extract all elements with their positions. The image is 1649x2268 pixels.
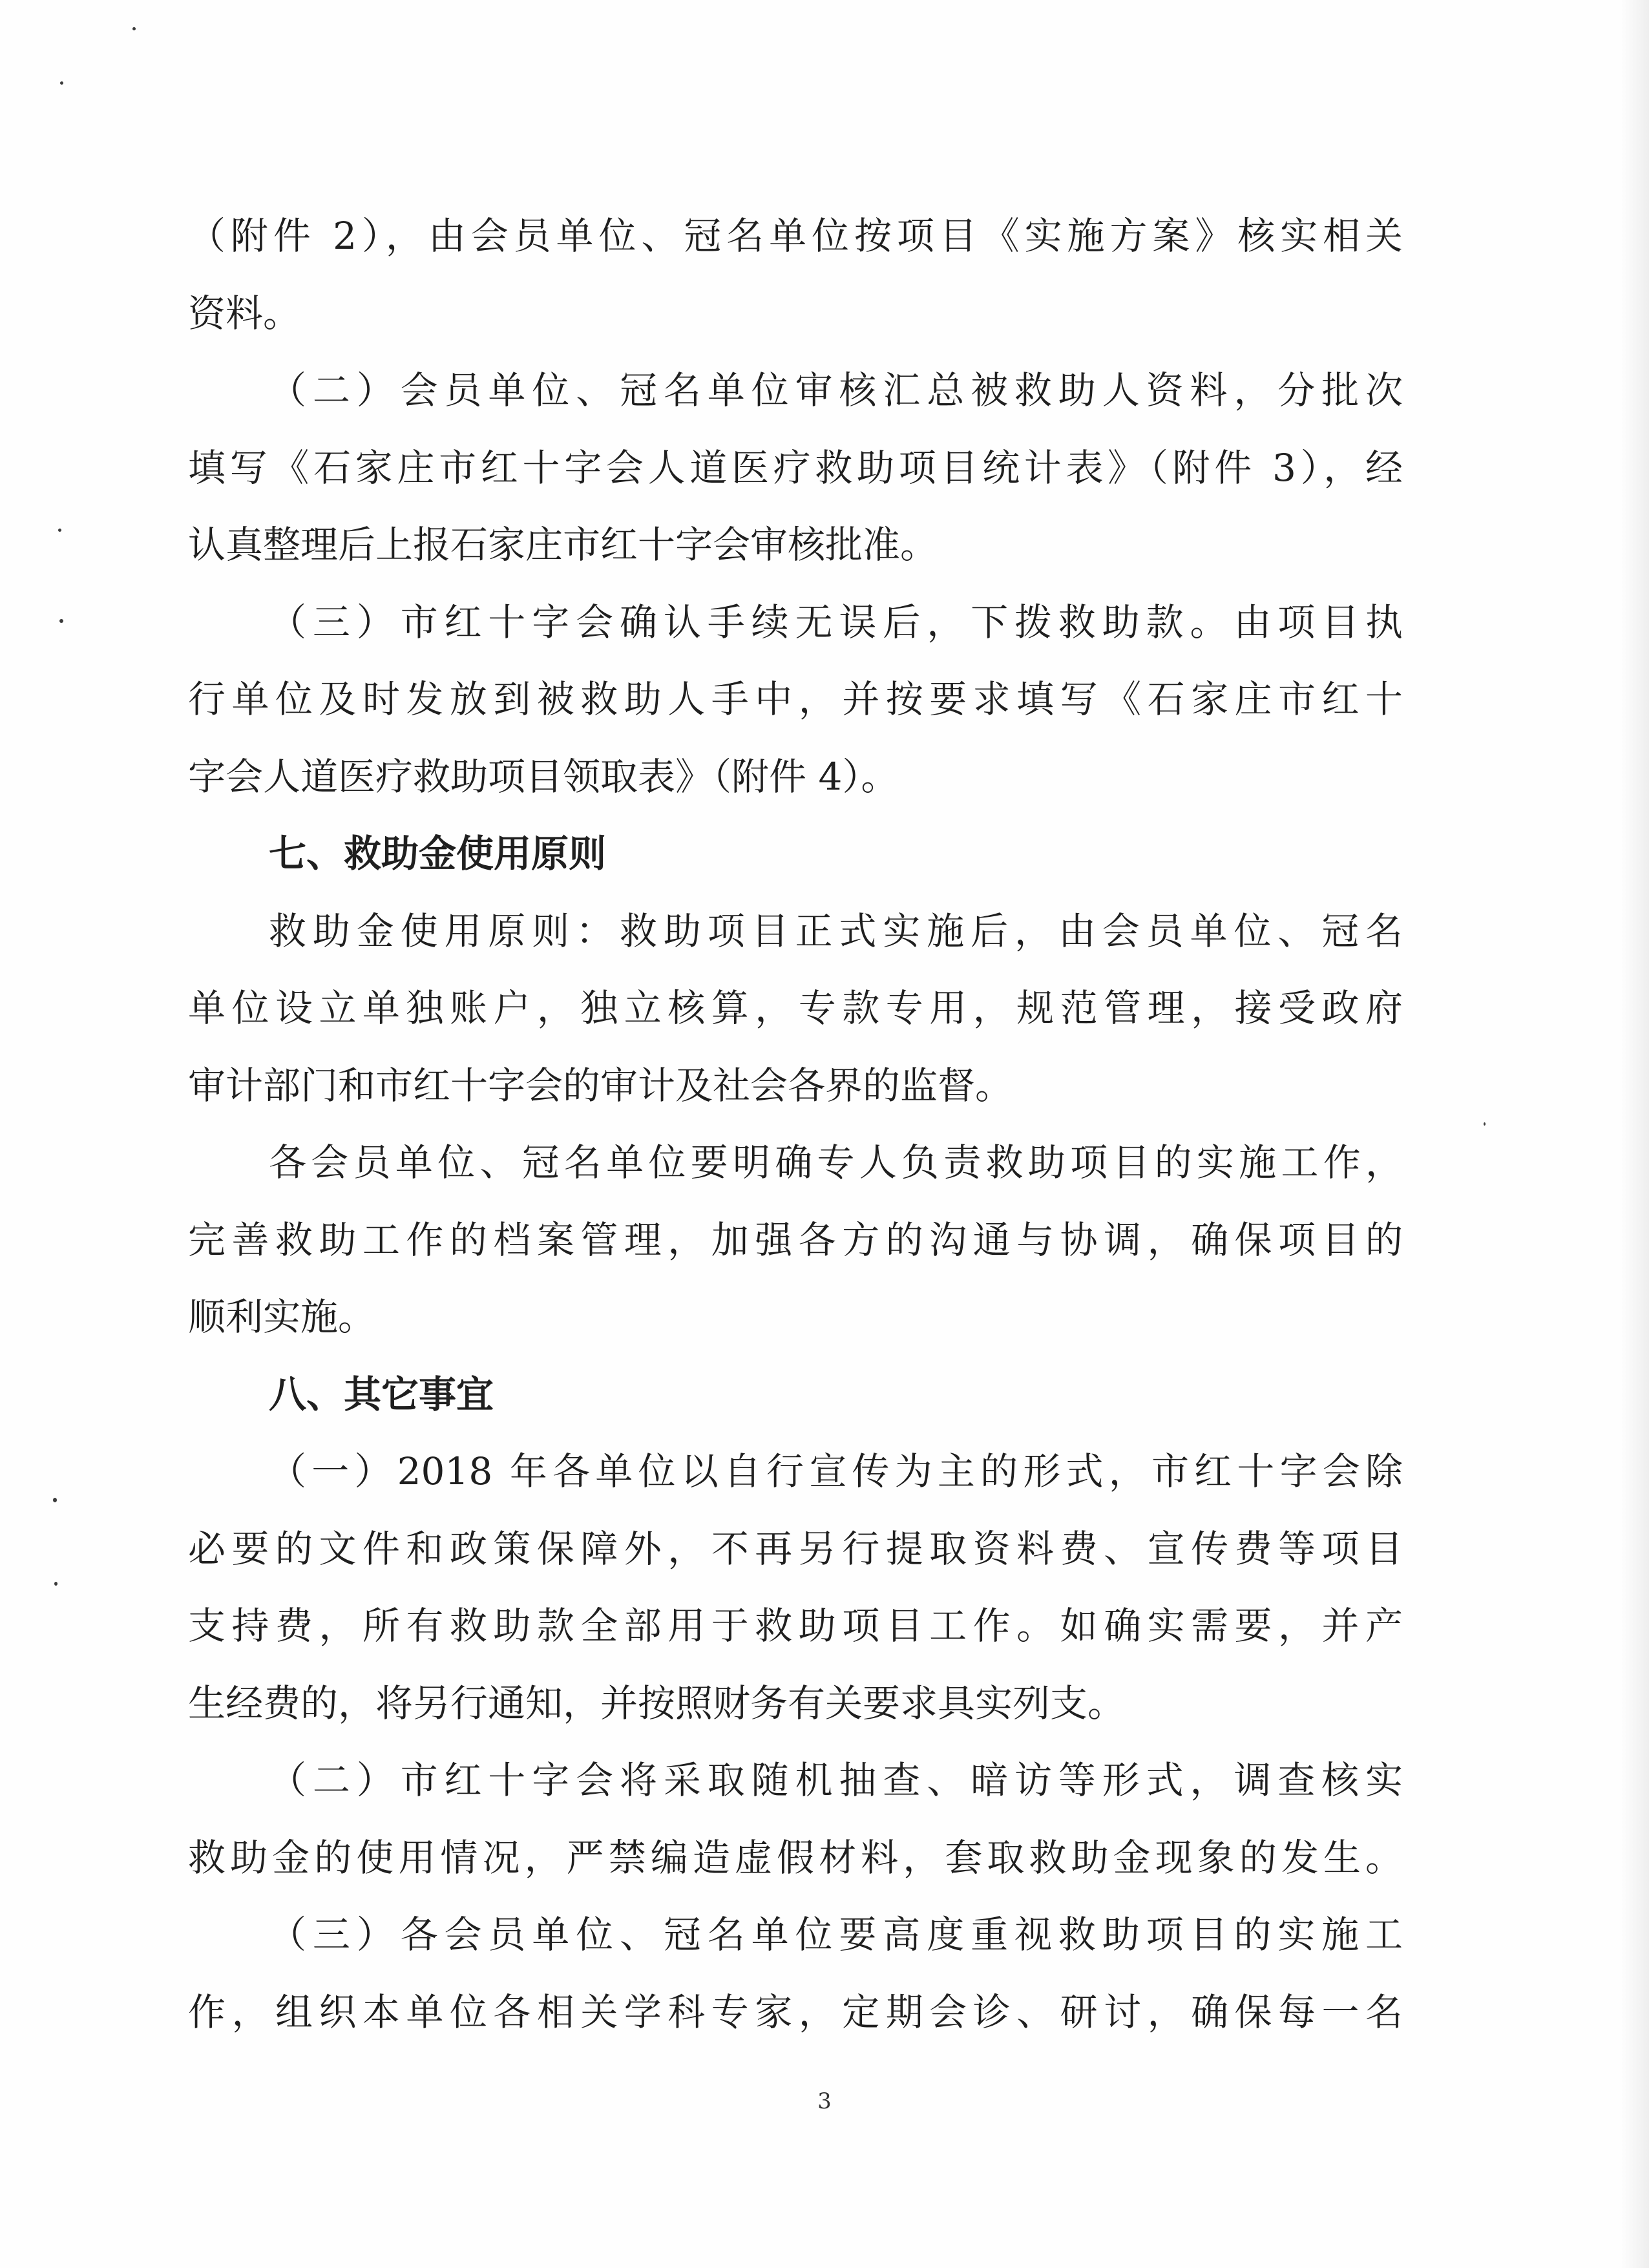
paragraph-line: 填写《石家庄市红十字会人道医疗救助项目统计表》（附件 3），经 xyxy=(188,445,1403,490)
scan-speck xyxy=(1484,1122,1486,1126)
scan-speck xyxy=(58,529,61,532)
paragraph-line: 认真整理后上报石家庄市红十字会审核批准。 xyxy=(188,523,938,567)
paragraph-line: 各会员单位、冠名单位要明确专人负责救助项目的实施工作， xyxy=(269,1140,1403,1184)
paragraph-line: 行单位及时发放到被救助人手中，并按要求填写《石家庄市红十 xyxy=(188,677,1403,721)
scan-speck xyxy=(59,619,63,623)
scan-edge-shadow xyxy=(1621,0,1649,2268)
paragraph-line: 必要的文件和政策保障外，不再另行提取资料费、宣传费等项目 xyxy=(188,1526,1403,1571)
page-number: 3 xyxy=(817,2088,832,2114)
section-heading: 八、其它事宜 xyxy=(269,1372,494,1416)
paragraph-line: 支持费，所有救助款全部用于救助项目工作。如确实需要，并产 xyxy=(188,1604,1403,1648)
paragraph-line: 审计部门和市红十字会的审计及社会各界的监督。 xyxy=(188,1063,1013,1108)
paragraph-line: 救助金的使用情况，严禁编造虚假材料，套取救助金现象的发生。 xyxy=(188,1835,1403,1880)
scan-speck xyxy=(53,1498,57,1502)
section-heading: 七、救助金使用原则 xyxy=(269,832,607,876)
paragraph-line: （二）市红十字会将采取随机抽查、暗访等形式，调查核实 xyxy=(269,1758,1403,1802)
paragraph-line: 完善救助工作的档案管理，加强各方的沟通与协调，确保项目的 xyxy=(188,1217,1403,1262)
paragraph-line: 作，组织本单位各相关学科专家，定期会诊、研讨，确保每一名 xyxy=(188,1990,1403,2034)
paragraph-line: （三）市红十字会确认手续无误后，下拨救助款。由项目执 xyxy=(269,600,1403,644)
scan-speck xyxy=(60,81,63,85)
paragraph-line: 单位设立单独账户，独立核算，专款专用，规范管理，接受政府 xyxy=(188,986,1403,1030)
paragraph-line: 生经费的，将另行通知，并按照财务有关要求具实列支。 xyxy=(188,1681,1126,1725)
scan-speck xyxy=(132,27,136,30)
paragraph-line: 资料。 xyxy=(188,291,301,335)
paragraph-line: （一）2018 年各单位以自行宣传为主的形式，市红十字会除 xyxy=(269,1449,1403,1493)
paragraph-line: 救助金使用原则：救助项目正式实施后，由会员单位、冠名 xyxy=(269,908,1403,953)
paragraph-line: 字会人道医疗救助项目领取表》（附件 4）。 xyxy=(188,754,899,799)
paragraph-line: （附件 2），由会员单位、冠名单位按项目《实施方案》核实相关 xyxy=(188,214,1403,258)
paragraph-line: 顺利实施。 xyxy=(188,1295,376,1339)
scan-speck xyxy=(54,1582,58,1586)
document-body xyxy=(188,198,1403,2051)
paragraph-line: （二）会员单位、冠名单位审核汇总被救助人资料，分批次 xyxy=(269,368,1403,412)
paragraph-line: （三）各会员单位、冠名单位要高度重视救助项目的实施工 xyxy=(269,1913,1403,1957)
